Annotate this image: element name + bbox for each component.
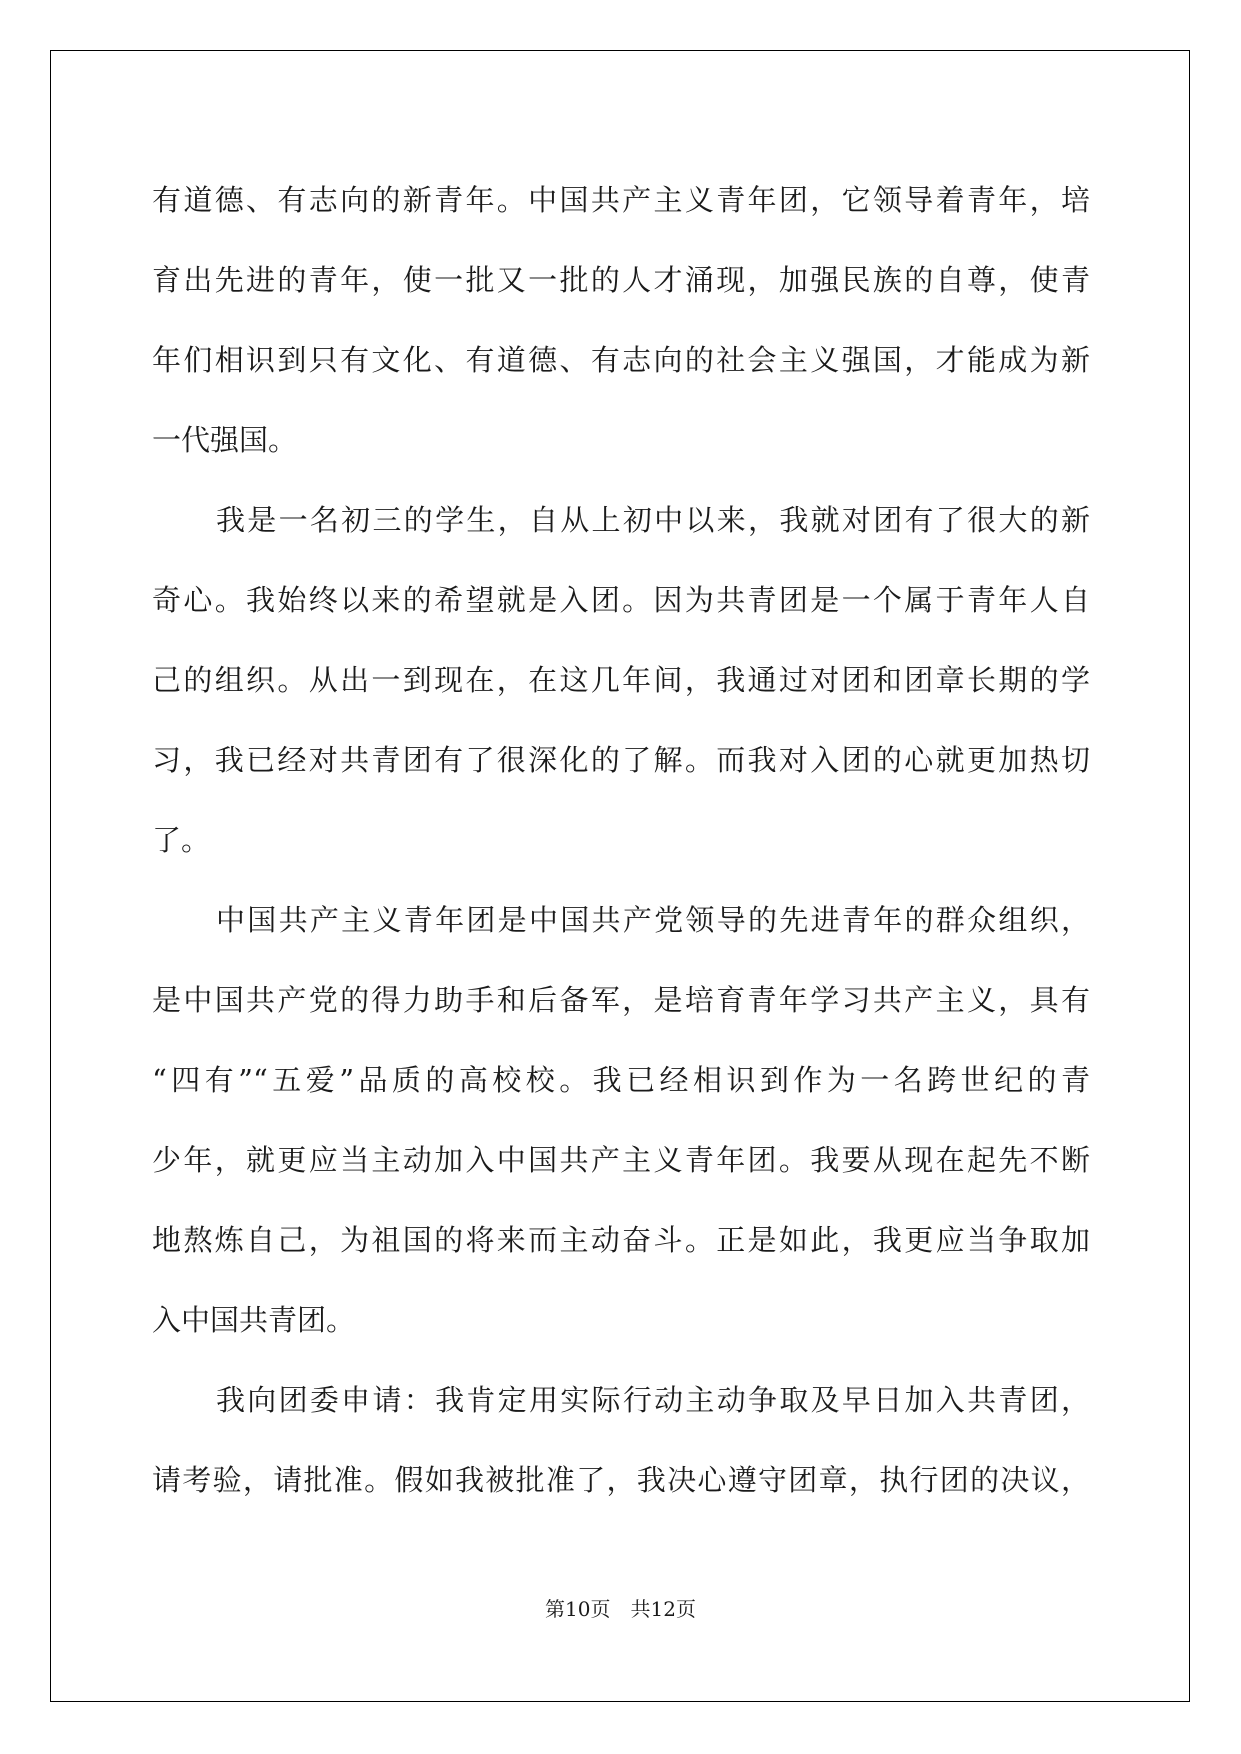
text-line: 是中国共产党的得力助手和后备军，是培育青年学习共产主义，具有: [152, 983, 1090, 1017]
paragraph-1: [152, 160, 1090, 480]
text-line: 习，我已经对共青团有了很深化的了解。而我对入团的心就更加热切: [152, 743, 1090, 777]
text-line: 己的组织。从出一到现在，在这几年间，我通过对团和团章长期的学: [152, 663, 1090, 697]
text-line: 一代强国。: [152, 423, 298, 457]
page-number-total: 共12页: [630, 1597, 696, 1621]
page-number-current: 第10页: [545, 1597, 611, 1621]
text-line: 育出先进的青年，使一批又一批的人才涌现，加强民族的自尊，使青: [152, 263, 1090, 297]
text-line: 地熬炼自己，为祖国的将来而主动奋斗。正是如此，我更应当争取加: [152, 1223, 1090, 1257]
document-body: [152, 160, 1090, 1520]
text-line: 有道德、有志向的新青年。中国共产主义青年团，它领导着青年，培: [152, 183, 1090, 217]
text-line: 奇心。我始终以来的希望就是入团。因为共青团是一个属于青年人自: [152, 583, 1090, 617]
text-line: 年们相识到只有文化、有道德、有志向的社会主义强国，才能成为新: [152, 343, 1090, 377]
text-line: 入中国共青团。: [152, 1303, 356, 1337]
text-line: 少年，就更应当主动加入中国共产主义青年团。我要从现在起先不断: [152, 1143, 1090, 1177]
paragraph-4: [152, 1360, 1090, 1520]
page-footer: [0, 1593, 1241, 1622]
text-line: 请考验，请批准。假如我被批准了，我决心遵守团章，执行团的决议，: [152, 1463, 1090, 1497]
text-line: 我向团委申请：我肯定用实际行动主动争取及早日加入共青团，: [216, 1383, 1090, 1417]
text-line: 我是一名初三的学生，自从上初中以来，我就对团有了很大的新: [216, 503, 1090, 537]
text-line: 了。: [152, 823, 211, 857]
paragraph-3: [152, 880, 1090, 1360]
text-line: “四有”“五爱”品质的高校校。我已经相识到作为一名跨世纪的青: [152, 1063, 1090, 1097]
text-line: 中国共产主义青年团是中国共产党领导的先进青年的群众组织，: [216, 903, 1090, 937]
paragraph-2: [152, 480, 1090, 880]
